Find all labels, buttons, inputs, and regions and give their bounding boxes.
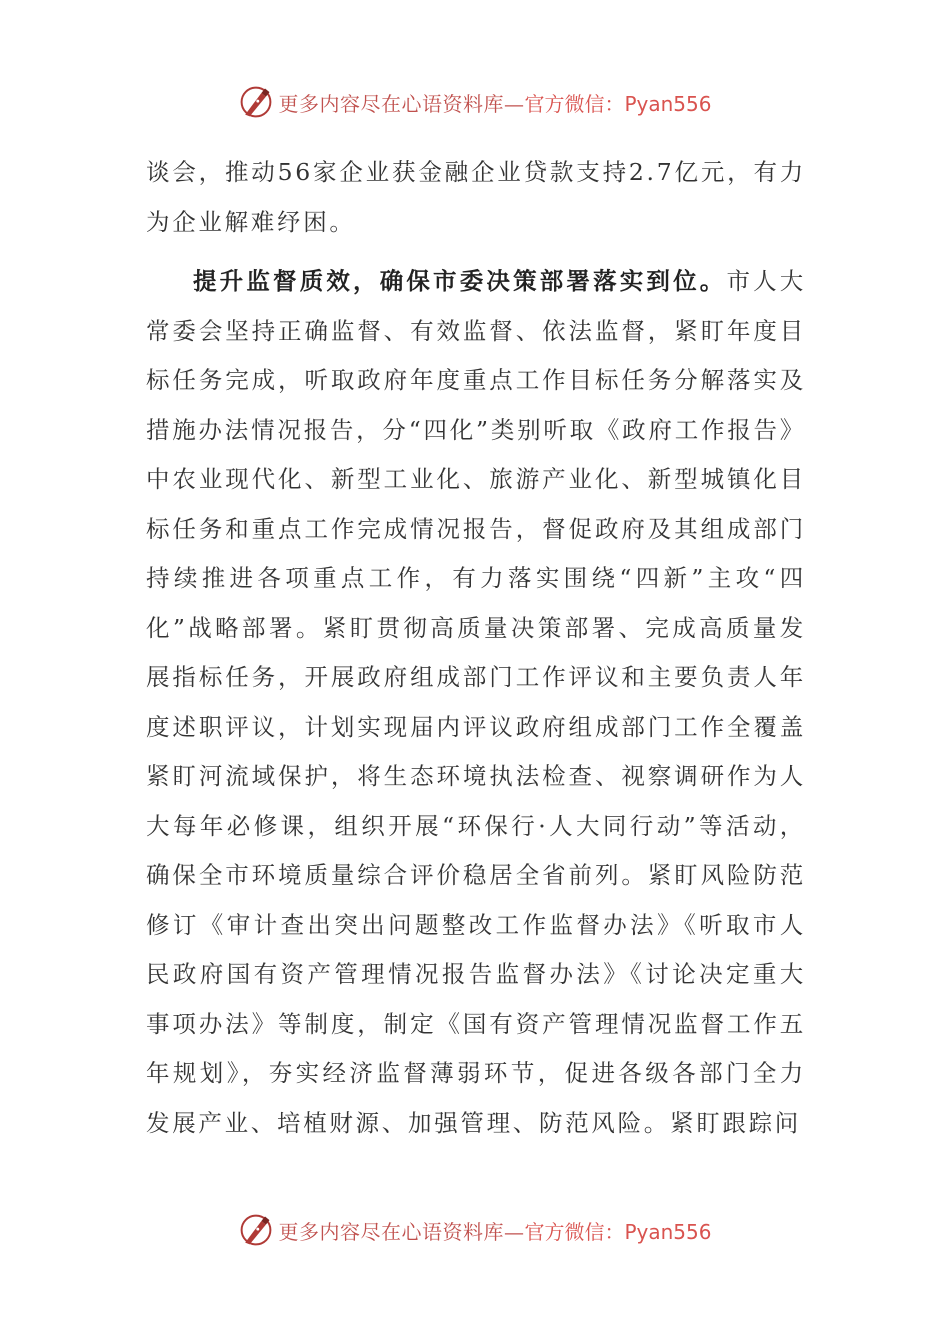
pen-nib-logo-icon [238,1212,274,1248]
paragraph: 谈会，推动56家企业获金融企业贷款支持2.7亿元，有力为企业解难纾困。 [146,158,806,236]
paragraph [146,257,806,1148]
document-body [146,148,806,1148]
header-banner [0,82,950,122]
paragraph-text: 市人大常委会坚持正确监督、有效监督、依法监督，紧盯年度目标任务完成，听取政府年度重点工作目标任务分解落实及措施办法情况报告，分“四化”类别听取《政府工作报告》中农业现代化、新型工业化、旅游产业化、新型城镇化目标任务和重点工作完成情况报告，督促政府及其组成部门持续推进各项重点工作，有力落实围绕“四新”主攻“四化”战略部署。紧盯贯彻高质量决策部署、完成高质量发展指标任务，开展政府组成部门工作评议和主要负责人年度述职评议，计划实现届内评议政府组成部门工作全覆盖紧盯河流域保护，将生态环境执法检查、视察调研作为人大每年必修课，组织开展“环保行·人大同行动”等活动，确保全市环境质量综合评价稳居全省前列。紧盯风险防范修订《审计查出突出问题整改工作监督办法》《听取市人民政府国有资产管理情况报告监督办法》《讨论决定重大事项办法》等制度，制定《国有资产管理情况监督工作五年规划》，夯实经济监督薄弱环节，促进各级各部门全力发展产业、培植财源、加强管理、防范风险。紧盯跟踪问 [146,267,806,1137]
banner-brand-text: 更多内容尽在心语资料库— [278,1219,525,1244]
paragraph-lead-sentence: 提升监督质效，确保市委决策部署落实到位。 [193,267,727,295]
banner-wechat-text: 官方微信：Pyan556 [524,91,712,116]
banner-wechat-text: 官方微信：Pyan556 [524,1219,712,1244]
footer-banner [0,1210,950,1250]
pen-nib-logo-icon [238,84,274,120]
banner-brand-text: 更多内容尽在心语资料库— [278,91,525,116]
